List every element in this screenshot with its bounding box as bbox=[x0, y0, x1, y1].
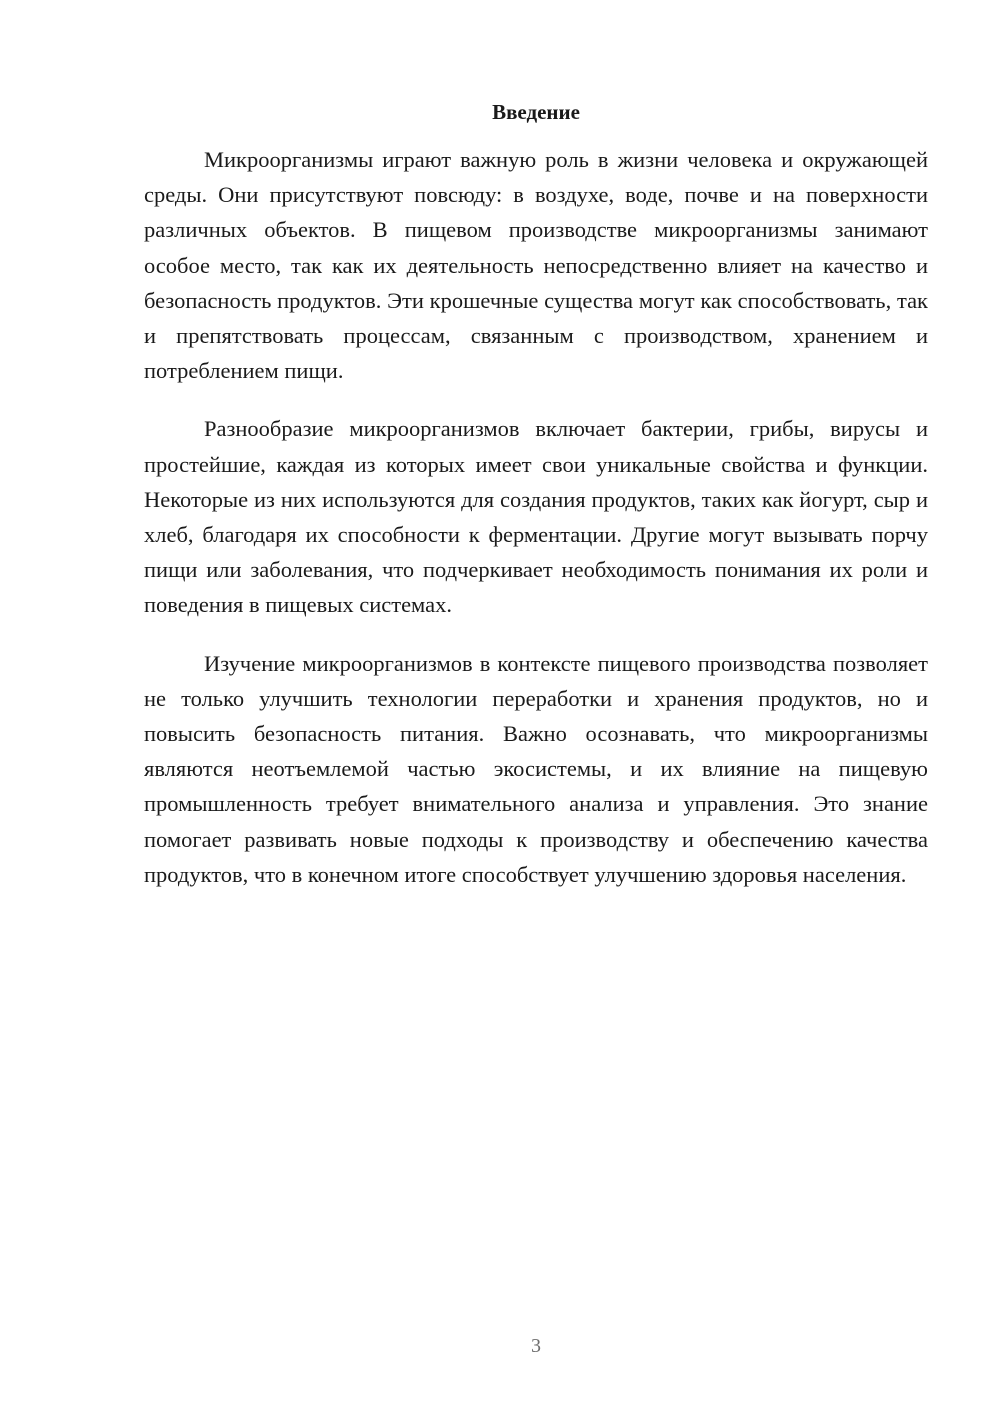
document-body bbox=[144, 142, 928, 915]
paragraph-intro: Микроорганизмы играют важную роль в жизни человека и окружающей среды. Они присутствуют повсюду: в воздухе, воде, почве и на поверхности различных объектов. В пищевом производстве микроорганизмы занимают особое место, так как их деятельность непосредственно влияет на качество и безопасность продуктов. Эти крошечные существа могут как способствовать, так и препятствовать процессам, связанным с производством, хранением и потреблением пищи. bbox=[144, 147, 928, 384]
page-title: Введение bbox=[492, 100, 580, 124]
paragraph-study: Изучение микроорганизмов в контексте пищевого производства позволяет не только улучшить технологии переработки и хранения продуктов, но и повысить безопасность питания. Важно осознавать, что микроорганизмы являются неотъемлемой частью экосистемы, и их влияние на пищевую промышленность требует внимательного анализа и управления. Это знание помогает развивать новые подходы к производству и обеспечению качества продуктов, что в конечном итоге способствует улучшению здоровья населения. bbox=[144, 650, 928, 887]
paragraph-diversity: Разнообразие микроорганизмов включает бактерии, грибы, вирусы и простейшие, каждая из которых имеет свои уникальные свойства и функции. Некоторые из них используются для создания продуктов, таких как йогурт, сыр и хлеб, благодаря их способности к ферментации. Другие могут вызывать порчу пищи или заболевания, что подчеркивает необходимость понимания их роли и поведения в пищевых системах. bbox=[144, 416, 928, 618]
page-number: 3 bbox=[531, 1335, 541, 1357]
